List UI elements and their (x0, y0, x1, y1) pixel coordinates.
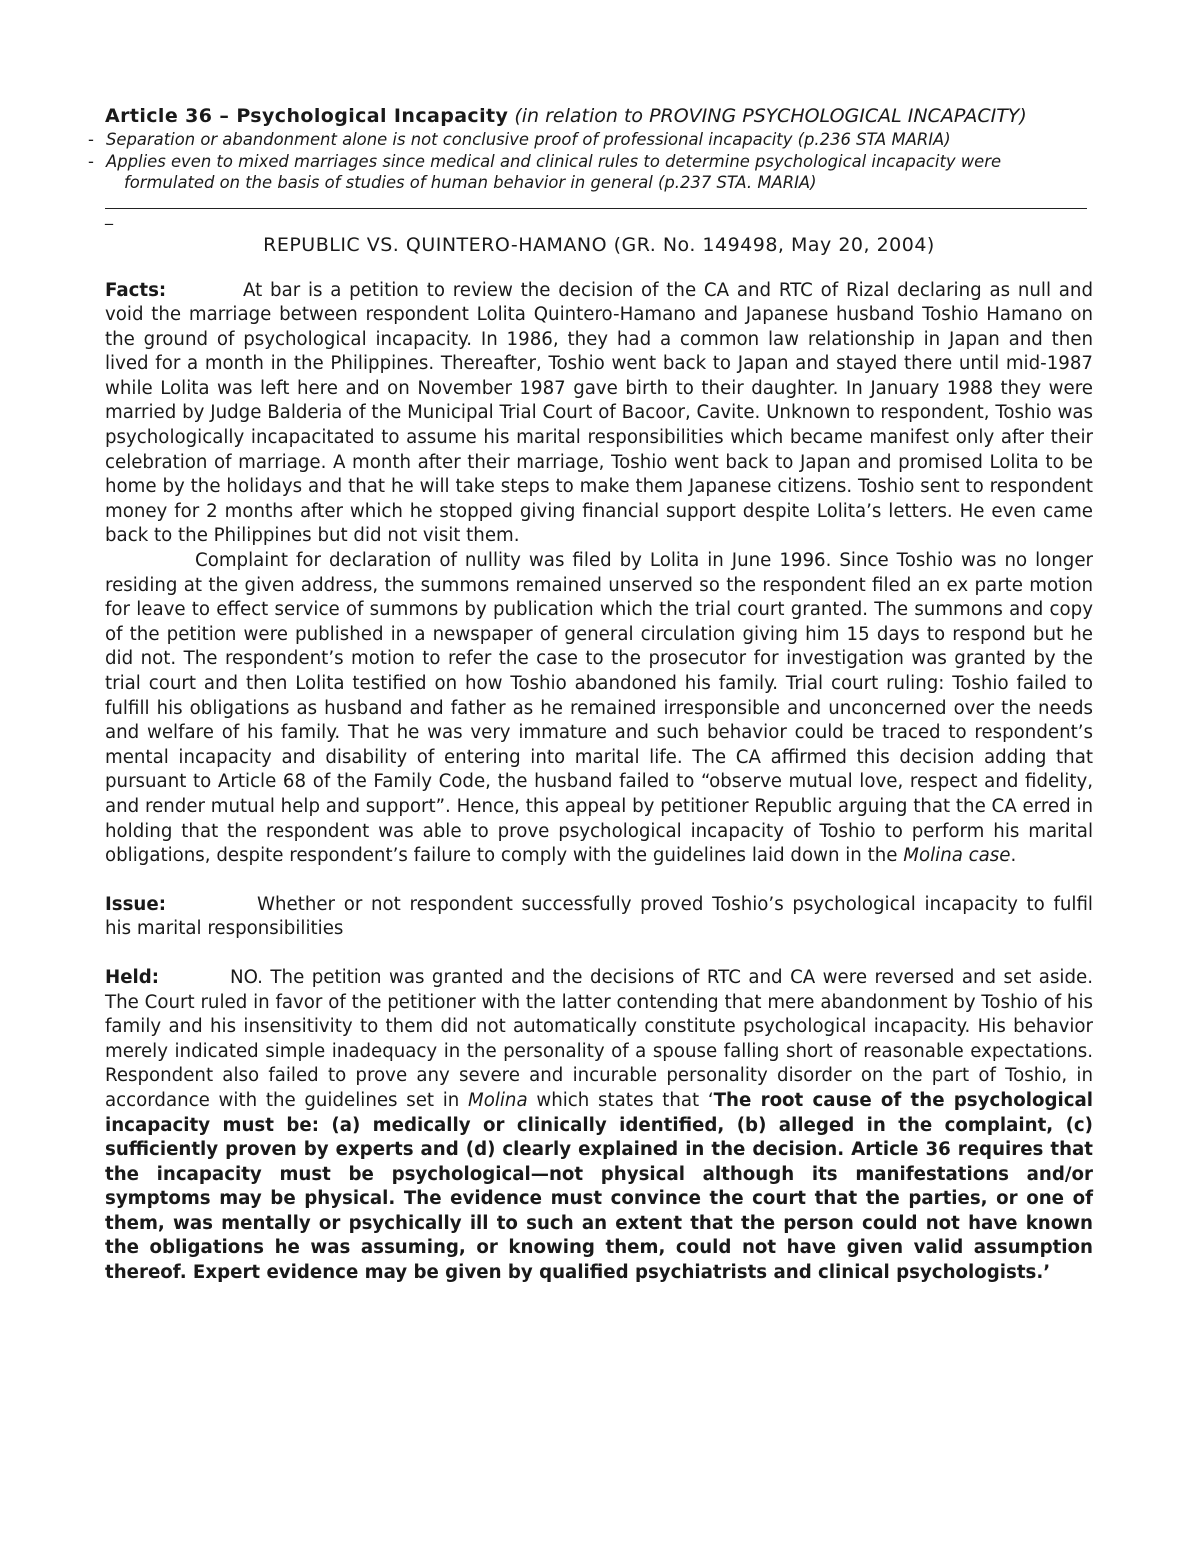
held-paragraph (105, 966, 1093, 1286)
issue-text: Whether or not respondent successfully proved Toshio’s psychological incapacity to fulfil his marital responsibilities (105, 893, 1093, 940)
facts-text-2: Complaint for declaration of nullity was filed by Lolita in June 1996. Since Toshio was no longer residing at the given address, the summons remained unserved so the respondent filed an ex parte motion for leave to effect service of summons by publication which the trial court granted. The summons and copy of the petition were published in a newspaper of general circulation giving him 15 days to respond but he did not. The respondent’s motion to refer the case to the prosecutor for investigation was granted by the trial court and then Lolita testified on how Toshio abandoned his family. Trial court ruling: Toshio failed to fulfill his obligations as husband and father as he remained irresponsible and unconcerned over the needs and welfare of his family. That he was very immature and such behavior could be traced to respondent’s mental incapacity and disability of entering into marital life. The CA affirmed this decision adding that pursuant to Article 68 of the Family Code, the husband failed to “observe mutual love, respect and fidelity, and render mutual help and support”. Hence, this appeal by petitioner Republic arguing that the CA erred in holding that the respondent was able to prove psychological incapacity of Toshio to perform his marital obligations, despite respondent’s failure to comply with the guidelines laid down in the (105, 550, 1093, 867)
bullet-dash: - (88, 151, 94, 171)
held-quote: The root cause of the psychological incapacity must be: (a) medically or clinically identified, (b) alleged in the complaint, (c) sufficiently proven by experts and (d) clearly explained in the decision. Article 36 requires that the incapacity must be psychological—not physical although its manifestations and/or symptoms may be physical. The evidence must convince the court that the parties, or one of them, was mentally or psychically ill to such an extent that the person could not have known the obligations he was assuming, or knowing them, could not have given valid assumption thereof. Expert evidence may be given by qualified psychiatrists and clinical psychologists.’ (105, 1089, 1093, 1284)
case-title: REPUBLIC VS. QUINTERO-HAMANO (GR. No. 149498, May 20, 2004) (263, 233, 935, 256)
note-text: Separation or abandonment alone is not conclusive proof of professional incapacity (p.236 STA MARIA) (106, 130, 951, 149)
facts-text-1: At bar is a petition to review the decision of the CA and RTC of Rizal declaring as null and void the marriage between respondent Lolita Quintero-Hamano and Japanese husband Toshio Hamano on the ground of psychological incapacity. In 1986, they had a common law relationship in Japan and then lived for a month in the Philippines. Thereafter, Toshio went back to Japan and stayed there until mid-1987 while Lolita was left here and on November 1987 gave birth to their daughter. In January 1988 they were married by Judge Balderia of the Municipal Trial Court of Bacoor, Cavite. Unknown to respondent, Toshio was psychologically incapacitated to assume his marital responsibilities which became manifest only after their celebration of marriage. A month after their marriage, Toshio went back to Japan and promised Lolita to be home by the holidays and that he will take steps to make them Japanese citizens. Toshio sent to respondent money for 2 months after which he stopped giving financial support despite Lolita’s letters. He even came back to the Philippines but did not visit them. (105, 279, 1093, 547)
issue-paragraph (105, 893, 1093, 942)
article-notes (88, 129, 1093, 194)
molina-ref: Molina (468, 1089, 528, 1111)
article-title: Article 36 – Psychological Incapacity (105, 105, 509, 127)
divider-underscore: _ (105, 205, 113, 225)
list-item (88, 129, 1093, 151)
held-text-a: NO. The petition was granted and the decisions of RTC and CA were reversed and set aside. The Court ruled in favor of the petitioner with the latter contending that mere abandonment by Toshio of his family and his insensitivity to them did not automatically constitute psychological incapacity. His behavior merely indicated simple inadequacy in the personality of a spouse falling short of reasonable expectations. Respondent also failed to prove any severe and incurable personality disorder on the part of Toshio, in accordance with the guidelines set in (105, 966, 1093, 1111)
held-label: Held: (105, 966, 160, 988)
list-item (88, 151, 1093, 194)
article-subtitle: (in relation to PROVING PSYCHOLOGICAL INCAPACITY) (514, 105, 1027, 127)
facts-label: Facts: (105, 279, 167, 301)
facts-paragraph-2 (105, 549, 1093, 869)
held-text-b: which states that ‘ (536, 1089, 714, 1111)
article-heading (105, 104, 1093, 129)
document-page (88, 104, 1093, 1286)
issue-label: Issue: (105, 893, 166, 915)
note-text: Applies even to mixed marriages since medical and clinical rules to determine psychological incapacity were (106, 151, 1002, 171)
note-text-continued: formulated on the basis of studies of human behavior in general (p.237 STA. MARIA) (124, 173, 817, 192)
facts-paragraph (105, 279, 1093, 550)
facts-period: . (1010, 845, 1017, 867)
molina-case-ref: Molina case (903, 845, 1011, 867)
bullet-dash: - (88, 130, 94, 149)
